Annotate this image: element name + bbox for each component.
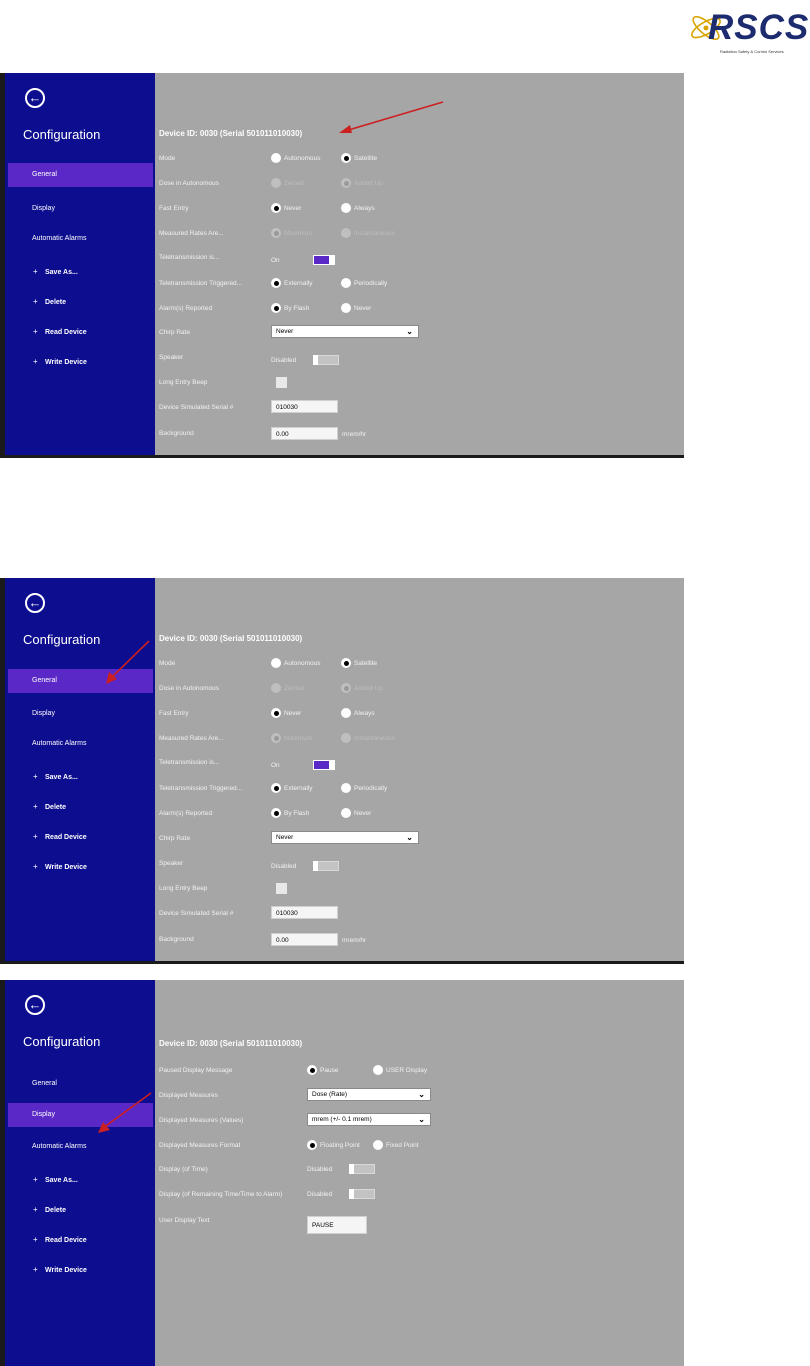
dose-zeroed-radio[interactable]	[271, 683, 305, 694]
remaining-toggle[interactable]	[349, 1189, 375, 1199]
background-unit: mrem/hr	[342, 431, 367, 438]
annotation-arrow-icon	[335, 97, 447, 137]
chirp-value: Never	[276, 834, 294, 841]
paused-user-display-radio[interactable]	[373, 1065, 427, 1076]
long-entry-label: Long Entry Beep	[159, 885, 208, 892]
radio-dot	[271, 278, 281, 288]
delete-button[interactable]	[5, 1202, 155, 1218]
plus-icon: +	[33, 862, 38, 871]
radio-dot	[341, 808, 351, 818]
back-arrow-icon[interactable]: ←	[25, 88, 45, 108]
read-device-button[interactable]	[5, 1232, 155, 1248]
mode-satellite-radio[interactable]	[341, 658, 377, 669]
sidebar-item-automatic-alarms[interactable]: Automatic Alarms	[32, 1143, 87, 1150]
option-label: By Flash	[284, 305, 310, 312]
option-label: Floating Point	[320, 1142, 360, 1149]
triggered-externally-radio[interactable]	[271, 278, 313, 289]
write-device-button[interactable]	[5, 1262, 155, 1278]
sidebar	[5, 980, 155, 1366]
option-label: Instantaneous	[354, 230, 395, 237]
device-title: Device ID: 0030 (Serial 501011010030)	[159, 129, 303, 138]
speaker-label: Speaker	[159, 354, 184, 361]
mode-satellite-radio[interactable]	[341, 153, 377, 164]
chirp-rate-select[interactable]	[271, 831, 419, 844]
rates-instantaneous-radio[interactable]	[341, 733, 395, 744]
user-text-input[interactable]: PAUSE	[307, 1216, 367, 1234]
measures-select[interactable]	[307, 1088, 431, 1101]
radio-dot	[271, 658, 281, 668]
dose-label: Dose in Autonomous	[159, 685, 219, 692]
window-edge	[5, 961, 684, 964]
radio-dot	[341, 733, 351, 743]
triggered-label: Teletransmission Triggered...	[159, 280, 243, 287]
option-label: Never	[284, 710, 302, 717]
option-label: Never	[284, 205, 302, 212]
teletransmission-state: On	[271, 257, 280, 264]
device-title: Device ID: 0030 (Serial 501011010030)	[159, 634, 303, 643]
triggered-periodically-radio[interactable]	[341, 783, 387, 794]
screenshot-display	[0, 980, 684, 1366]
mode-autonomous-radio[interactable]	[271, 153, 321, 164]
paused-label: Paused Display Message	[159, 1067, 233, 1074]
plus-icon: +	[33, 267, 38, 276]
time-toggle[interactable]	[349, 1164, 375, 1174]
teletransmission-label: Teletransmission is...	[159, 759, 220, 766]
fast-entry-always-radio[interactable]	[341, 708, 375, 719]
measures-values-label: Displayed Measures (Values)	[159, 1117, 244, 1124]
option-label: Instantaneous	[354, 735, 395, 742]
remaining-label: Display (of Remaining Time/Time to Alarm)	[159, 1191, 283, 1198]
write-device-button[interactable]	[5, 859, 155, 875]
option-label: Periodically	[354, 280, 388, 287]
sidebar-title: Configuration	[23, 632, 101, 647]
plus-icon: +	[33, 802, 38, 811]
fast-entry-never-radio[interactable]	[271, 203, 301, 214]
rates-maximum-radio[interactable]	[271, 733, 312, 744]
save-as-label: Save As...	[45, 1177, 78, 1184]
chevron-down-icon: ⌄	[418, 1115, 425, 1124]
screenshot-general-2	[0, 578, 684, 964]
option-label: Periodically	[354, 785, 388, 792]
option-label: USER Display	[386, 1067, 428, 1074]
option-label: Never	[354, 305, 372, 312]
radio-dot	[373, 1140, 383, 1150]
user-text-label: User Display Text	[159, 1217, 210, 1224]
option-label: Satellite	[354, 155, 378, 162]
teletransmission-toggle[interactable]	[313, 760, 335, 770]
radio-dot	[271, 708, 281, 718]
fast-entry-label: Fast Entry	[159, 205, 189, 212]
plus-icon: +	[33, 1205, 38, 1214]
option-label: By Flash	[284, 810, 310, 817]
mode-label: Mode	[159, 660, 176, 667]
logo-text: RSCS	[708, 8, 810, 47]
radio-dot	[341, 153, 351, 163]
dose-label: Dose in Autonomous	[159, 180, 219, 187]
format-fixed-point-radio[interactable]	[373, 1140, 419, 1151]
alarms-by-flash-radio[interactable]	[271, 303, 309, 314]
option-label: Zeroed	[284, 180, 305, 187]
teletransmission-toggle[interactable]	[313, 255, 335, 265]
chevron-down-icon: ⌄	[406, 833, 413, 842]
sidebar-item-automatic-alarms[interactable]: Automatic Alarms	[32, 235, 87, 242]
fast-entry-always-radio[interactable]	[341, 203, 375, 214]
read-device-label: Read Device	[45, 329, 87, 336]
format-label: Displayed Measures Format	[159, 1142, 241, 1149]
option-label: Maximum	[284, 230, 313, 237]
save-as-button[interactable]	[5, 1172, 155, 1188]
option-label: Maximum	[284, 735, 313, 742]
sidebar-item-general[interactable]: General	[32, 1080, 57, 1087]
option-label: Pause	[320, 1067, 339, 1074]
mode-label: Mode	[159, 155, 176, 162]
serial-label: Device Simulated Serial #	[159, 404, 234, 411]
delete-label: Delete	[45, 299, 67, 306]
measures-values-select[interactable]	[307, 1113, 431, 1126]
radio-dot	[341, 708, 351, 718]
speaker-toggle[interactable]	[313, 355, 339, 365]
option-label: Externally	[284, 785, 313, 792]
plus-icon: +	[33, 1265, 38, 1274]
sidebar	[5, 578, 155, 964]
triggered-externally-radio[interactable]	[271, 783, 313, 794]
serial-input[interactable]: 010030	[271, 400, 338, 413]
sidebar	[5, 73, 155, 458]
save-as-label: Save As...	[45, 774, 78, 781]
logo-tagline: Radiation Safety & Control Services	[720, 49, 784, 54]
serial-label: Device Simulated Serial #	[159, 910, 234, 917]
speaker-label: Speaker	[159, 860, 184, 867]
write-device-label: Write Device	[45, 359, 87, 366]
radio-dot	[341, 203, 351, 213]
plus-icon: +	[33, 357, 38, 366]
speaker-state: Disabled	[271, 357, 297, 364]
option-label: Satellite	[354, 660, 378, 667]
sidebar-item-automatic-alarms[interactable]: Automatic Alarms	[32, 740, 87, 747]
alarms-label: Alarm(s) Reported	[159, 810, 213, 817]
plus-icon: +	[33, 297, 38, 306]
chevron-down-icon: ⌄	[418, 1090, 425, 1099]
delete-button[interactable]	[5, 294, 155, 310]
radio-dot	[341, 783, 351, 793]
device-title: Device ID: 0030 (Serial 501011010030)	[159, 1039, 303, 1048]
save-as-button[interactable]	[5, 264, 155, 280]
delete-label: Delete	[45, 804, 67, 811]
screenshot-general-1	[0, 73, 684, 458]
option-label: Externally	[284, 280, 313, 287]
radio-dot	[271, 783, 281, 793]
alarms-never-radio[interactable]	[341, 808, 371, 819]
rates-instantaneous-radio[interactable]	[341, 228, 395, 239]
annotation-arrow-icon	[103, 638, 153, 688]
sidebar-title: Configuration	[23, 1034, 101, 1049]
sidebar-item-display[interactable]: Display	[32, 710, 55, 717]
chevron-down-icon: ⌄	[406, 327, 413, 336]
chirp-label: Chirp Rate	[159, 329, 191, 336]
option-label: Zeroed	[284, 685, 305, 692]
measures-values-value: mrem (+/- 0.1 mrem)	[312, 1116, 372, 1123]
radio-dot	[271, 733, 281, 743]
alarms-label: Alarm(s) Reported	[159, 305, 213, 312]
radio-dot	[271, 808, 281, 818]
format-floating-point-radio[interactable]	[307, 1140, 360, 1151]
alarms-by-flash-radio[interactable]	[271, 808, 309, 819]
general-settings-panel	[155, 578, 684, 964]
remaining-state: Disabled	[307, 1191, 333, 1198]
background-unit: mrem/hr	[342, 937, 367, 944]
window-edge	[5, 455, 684, 458]
rscs-logo	[680, 2, 808, 58]
measured-rates-label: Measured Rates Are...	[159, 735, 224, 742]
measured-rates-label: Measured Rates Are...	[159, 230, 224, 237]
long-entry-checkbox[interactable]	[276, 377, 287, 388]
radio-dot	[341, 658, 351, 668]
speaker-state: Disabled	[271, 863, 297, 870]
sidebar-item-general[interactable]: General	[8, 163, 153, 187]
chirp-value: Never	[276, 328, 294, 335]
sidebar-item-display[interactable]: Display	[8, 1103, 153, 1127]
long-entry-checkbox[interactable]	[276, 883, 287, 894]
dose-zeroed-radio[interactable]	[271, 178, 305, 189]
write-device-button[interactable]	[5, 354, 155, 370]
radio-dot	[271, 303, 281, 313]
plus-icon: +	[33, 327, 38, 336]
write-device-label: Write Device	[45, 864, 87, 871]
plus-icon: +	[33, 1175, 38, 1184]
chirp-rate-select[interactable]	[271, 325, 419, 338]
radio-dot	[341, 683, 351, 693]
radio-dot	[271, 683, 281, 693]
option-label: Added Up	[354, 685, 383, 692]
teletransmission-label: Teletransmission is...	[159, 254, 220, 261]
radio-dot	[341, 278, 351, 288]
plus-icon: +	[33, 832, 38, 841]
time-label: Display (of Time)	[159, 1166, 208, 1173]
rates-maximum-radio[interactable]	[271, 228, 312, 239]
read-device-label: Read Device	[45, 834, 87, 841]
sidebar-item-display[interactable]: Display	[32, 205, 55, 212]
dose-added-up-radio[interactable]	[341, 683, 383, 694]
display-settings-panel	[155, 980, 684, 1366]
save-as-label: Save As...	[45, 269, 78, 276]
read-device-label: Read Device	[45, 1237, 87, 1244]
option-label: Autonomous	[284, 155, 321, 162]
delete-label: Delete	[45, 1207, 67, 1214]
fast-entry-label: Fast Entry	[159, 710, 189, 717]
option-label: Always	[354, 205, 375, 212]
radio-dot	[271, 153, 281, 163]
back-arrow-icon[interactable]: ←	[25, 995, 45, 1015]
measures-value: Dose (Rate)	[312, 1091, 348, 1098]
background-input[interactable]: 0.00	[271, 933, 338, 946]
plus-icon: +	[33, 1235, 38, 1244]
teletransmission-state: On	[271, 762, 280, 769]
measures-label: Displayed Measures	[159, 1092, 218, 1099]
write-device-label: Write Device	[45, 1267, 87, 1274]
radio-dot	[341, 228, 351, 238]
read-device-button[interactable]	[5, 324, 155, 340]
annotation-arrow-icon	[95, 1090, 155, 1140]
plus-icon: +	[33, 772, 38, 781]
speaker-toggle[interactable]	[313, 861, 339, 871]
option-label: Always	[354, 710, 375, 717]
radio-dot	[341, 178, 351, 188]
radio-dot	[307, 1140, 317, 1150]
radio-dot	[271, 178, 281, 188]
paused-pause-radio[interactable]	[307, 1065, 338, 1076]
radio-dot	[307, 1065, 317, 1075]
sidebar-item-general[interactable]: General	[8, 669, 153, 693]
option-label: Added Up	[354, 180, 383, 187]
background-label: Background	[159, 430, 194, 437]
triggered-label: Teletransmission Triggered...	[159, 785, 243, 792]
mode-autonomous-radio[interactable]	[271, 658, 321, 669]
radio-dot	[373, 1065, 383, 1075]
sidebar-title: Configuration	[23, 127, 101, 142]
fast-entry-never-radio[interactable]	[271, 708, 301, 719]
alarms-never-radio[interactable]	[341, 303, 371, 314]
save-as-button[interactable]	[5, 769, 155, 785]
background-label: Background	[159, 936, 194, 943]
background-input[interactable]: 0.00	[271, 427, 338, 440]
radio-dot	[271, 203, 281, 213]
time-state: Disabled	[307, 1166, 333, 1173]
radio-dot	[341, 303, 351, 313]
serial-input[interactable]: 010030	[271, 906, 338, 919]
option-label: Autonomous	[284, 660, 321, 667]
long-entry-label: Long Entry Beep	[159, 379, 208, 386]
delete-button[interactable]	[5, 799, 155, 815]
option-label: Fixed Point	[386, 1142, 419, 1149]
chirp-label: Chirp Rate	[159, 835, 191, 842]
back-arrow-icon[interactable]: ←	[25, 593, 45, 613]
triggered-periodically-radio[interactable]	[341, 278, 387, 289]
option-label: Never	[354, 810, 372, 817]
read-device-button[interactable]	[5, 829, 155, 845]
radio-dot	[271, 228, 281, 238]
dose-added-up-radio[interactable]	[341, 178, 383, 189]
